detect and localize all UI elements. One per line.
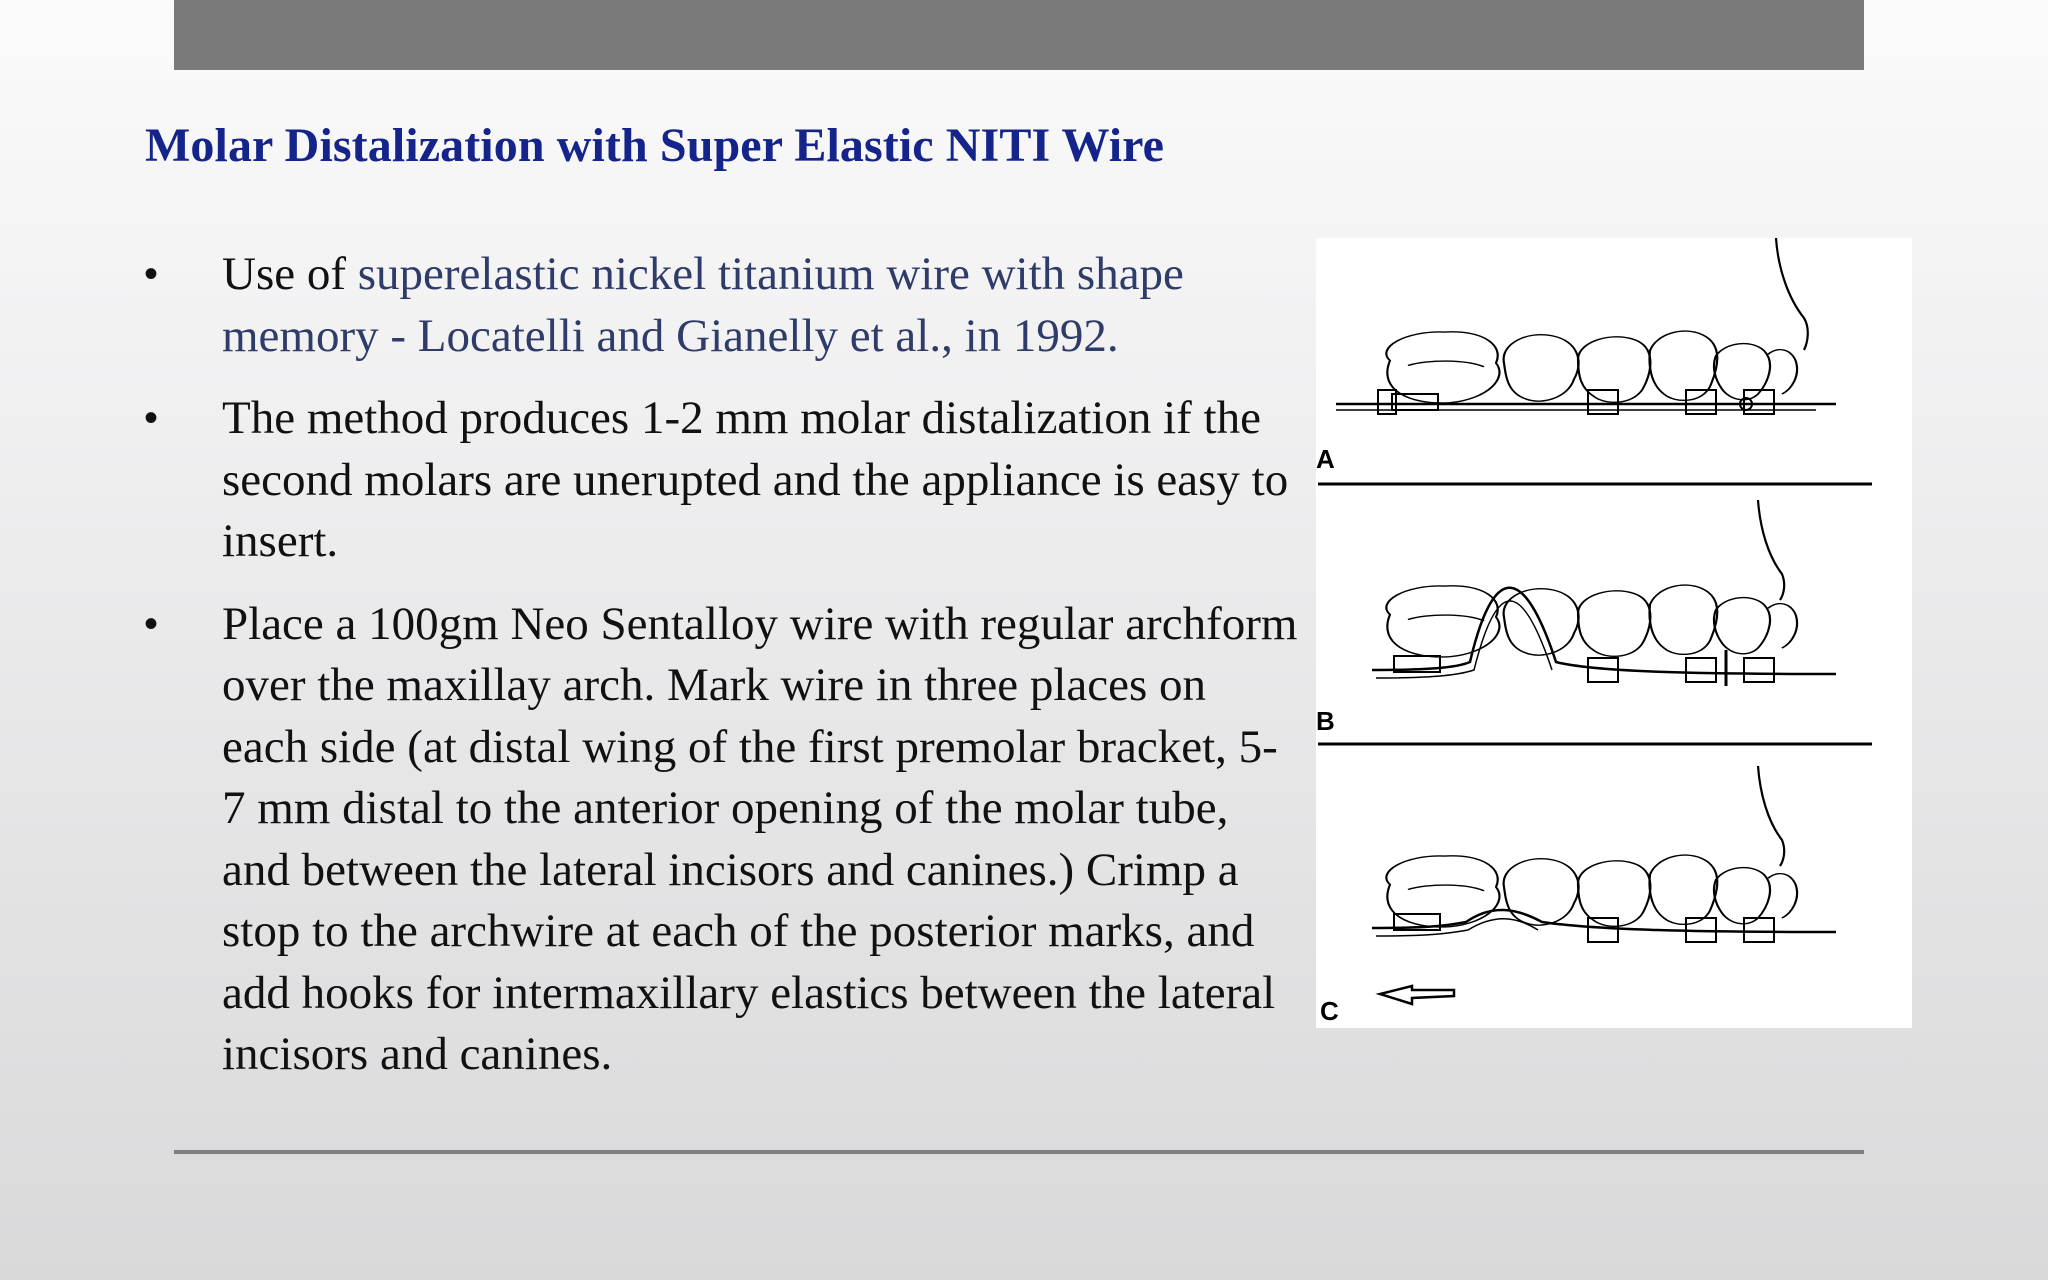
bullet-marker: •	[144, 396, 159, 440]
panel-c-diagram	[1320, 766, 1836, 1026]
bullet-marker: •	[144, 601, 159, 646]
footer-rule	[174, 1150, 1864, 1154]
bullet-item	[140, 244, 1300, 367]
panel-a-diagram	[1316, 238, 1872, 484]
bullet-text: The method produces 1-2 mm molar distalization if the second molars are unerupted and the appliance is easy to insert.	[222, 392, 1289, 567]
distal-arrow-icon	[1380, 986, 1454, 1004]
bullet-highlight-text: superelastic nickel titanium wire with shape memory - Locatelli and Gianelly et al., in 1992.	[222, 248, 1184, 362]
panel-label-a: A	[1316, 444, 1335, 474]
bullet-item	[140, 388, 1300, 573]
panel-label-c: C	[1320, 996, 1339, 1026]
bullet-marker: •	[144, 252, 159, 296]
bullet-lead-text: Use of	[222, 248, 358, 300]
bullet-list	[140, 244, 1300, 1107]
bullet-item	[140, 594, 1300, 1086]
panel-label-b: B	[1316, 706, 1335, 736]
panel-b-diagram	[1316, 500, 1872, 744]
appliance-figure	[1316, 238, 1912, 1028]
bullet-text: Place a 100gm Neo Sentalloy wire with regular archform over the maxillay arch. Mark wire in three places on each side (at distal wing of the first premolar bracket, 5-7 mm distal to the anterior opening of the molar tube, and between the lateral incisors and canines.) Crimp a stop to the archwire at each of the posterior marks, and add hooks for intermaxillary elastics between the lateral incisors and canines.	[222, 597, 1298, 1080]
slide-title: Molar Distalization with Super Elastic NITI Wire	[145, 119, 1165, 172]
header-bar	[174, 0, 1864, 70]
